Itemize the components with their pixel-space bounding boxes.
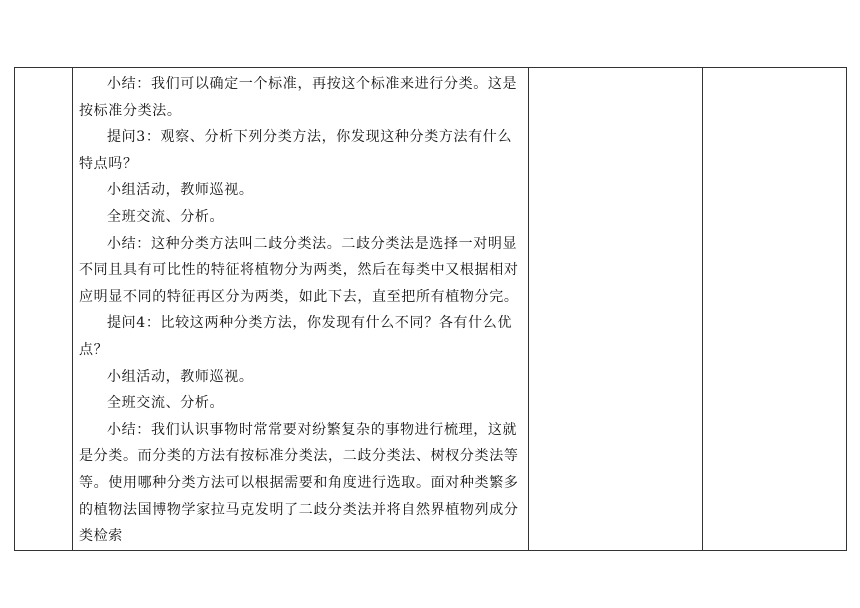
paragraph-class-discussion-1: 全班交流、分析。 [107, 208, 225, 225]
paragraph-group-activity-2: 小组活动，教师巡视。 [107, 368, 254, 385]
paragraph-summary-3: 小结：我们认识事物时常常要对纷繁复杂的事物进行梳理，这就是分类。而分类的方法有按标准分类法，二歧分类法、树杈分类法等等。使用哪种分类方法可以根据需要和角度进行选取。面对种类繁多的植物法国博物学家拉马克发明了二歧分类法并将自然界植物列成分类检索 [79, 421, 519, 545]
table-row [15, 68, 847, 551]
blank-right-cell [703, 68, 847, 551]
paragraph-class-discussion-2: 全班交流、分析。 [107, 395, 225, 412]
blank-left-cell [15, 68, 73, 551]
blank-middle-right-cell [529, 68, 703, 551]
paragraph-summary-1: 小结：我们可以确定一个标准，再按这个标准来进行分类。这是按标准分类法。 [79, 76, 518, 119]
teaching-process-content [79, 68, 520, 550]
paragraph-question-3: 提问3：观察、分析下列分类方法，你发现这种分类方法有什么特点吗？ [79, 129, 513, 172]
paragraph-summary-2: 小结：这种分类方法叫二歧分类法。二歧分类法是选择一对明显不同且具有可比性的特征将植物分为两类，然后在每类中又根据相对应明显不同的特征再区分为两类，如此下去，直至把所有植物分完。 [79, 235, 519, 305]
paragraph-question-4: 提问4：比较这两种分类方法，你发现有什么不同？各有什么优点？ [79, 315, 513, 358]
teaching-process-cell [73, 68, 529, 551]
paragraph-group-activity-1: 小组活动，教师巡视。 [107, 182, 254, 199]
lesson-table [14, 67, 847, 551]
